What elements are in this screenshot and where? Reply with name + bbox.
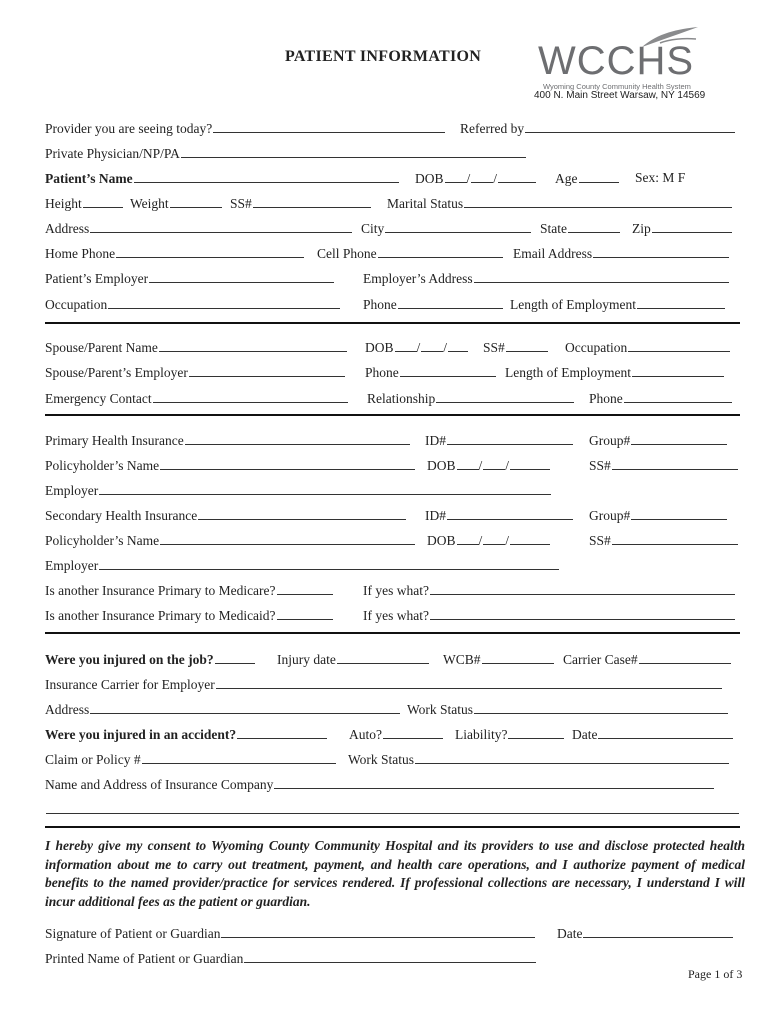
section-divider xyxy=(45,826,740,828)
row-medicaid xyxy=(45,607,740,623)
row-injured-job xyxy=(45,651,740,667)
spouse-occupation-field[interactable] xyxy=(628,339,730,352)
row-employer-2 xyxy=(45,557,740,573)
row-signature xyxy=(45,925,740,941)
spouse-dob-day[interactable] xyxy=(421,339,443,352)
row-occupation xyxy=(45,296,740,312)
phone-field[interactable] xyxy=(398,296,503,309)
slash: / xyxy=(478,533,483,548)
employer-address-label: Employer’s Address xyxy=(363,271,473,286)
accident-field[interactable] xyxy=(237,726,327,739)
phone-label: Phone xyxy=(363,297,397,312)
policyholder2-dob-label: DOB xyxy=(427,533,456,548)
physician-label: Private Physician/NP/PA xyxy=(45,146,180,161)
ins-employer2-field[interactable] xyxy=(99,557,559,570)
weight-field[interactable] xyxy=(170,195,222,208)
age-field[interactable] xyxy=(579,170,619,183)
auto-field[interactable] xyxy=(383,726,443,739)
secondary-group-field[interactable] xyxy=(631,507,727,520)
row-primary-insurance xyxy=(45,432,740,448)
sex-options[interactable]: Sex: M F xyxy=(635,170,686,185)
medicare-what-field[interactable] xyxy=(430,582,735,595)
primary-id-field[interactable] xyxy=(447,432,573,445)
secondary-group-label: Group# xyxy=(589,508,631,523)
carrier-employer-label: Insurance Carrier for Employer xyxy=(45,677,215,692)
policyholder2-ss-label: SS# xyxy=(589,533,611,548)
row-policyholder-2 xyxy=(45,532,740,548)
employer-field[interactable] xyxy=(149,270,334,283)
dob-month-field[interactable] xyxy=(445,170,467,183)
wcb-field[interactable] xyxy=(482,651,554,664)
spouse-name-label: Spouse/Parent Name xyxy=(45,340,158,355)
insurance-company-label: Name and Address of Insurance Company xyxy=(45,777,274,792)
slash: / xyxy=(505,458,510,473)
referred-by-label: Referred by xyxy=(460,121,525,136)
medicaid-what-field[interactable] xyxy=(430,607,735,620)
state-field[interactable] xyxy=(568,220,620,233)
emergency-label: Emergency Contact xyxy=(45,391,152,406)
state-label: State xyxy=(540,221,567,236)
ph-dob-month[interactable] xyxy=(457,457,479,470)
dob-day-field[interactable] xyxy=(471,170,493,183)
emergency-field[interactable] xyxy=(153,390,348,403)
row-spouse xyxy=(45,339,740,355)
logo-text: WCCHS xyxy=(538,39,695,83)
medicare-what-label: If yes what? xyxy=(363,583,429,598)
spouse-ss-field[interactable] xyxy=(506,339,548,352)
marital-label: Marital Status xyxy=(387,196,464,211)
occupation-label: Occupation xyxy=(45,297,108,312)
spouse-dob-year[interactable] xyxy=(448,339,468,352)
ins-employer2-label: Employer xyxy=(45,558,99,573)
ph-dob-year[interactable] xyxy=(510,457,550,470)
injury-date-label: Injury date xyxy=(277,652,336,667)
printed-name-label: Printed Name of Patient or Guardian xyxy=(45,951,244,966)
address-field[interactable] xyxy=(90,220,352,233)
length-employment-label: Length of Employment xyxy=(510,297,636,312)
row-employer-1 xyxy=(45,482,740,498)
city-label: City xyxy=(361,221,385,236)
work-status-label: Work Status xyxy=(407,702,474,717)
claim-label: Claim or Policy # xyxy=(45,752,141,767)
row-carrier-employer xyxy=(45,676,740,692)
row-provider xyxy=(45,120,740,136)
insurance-company-field[interactable] xyxy=(274,776,714,789)
row-printed-name xyxy=(45,950,740,966)
injury-date-field[interactable] xyxy=(337,651,429,664)
policyholder-ss-field[interactable] xyxy=(612,457,738,470)
medicare-label: Is another Insurance Primary to Medicare? xyxy=(45,583,276,598)
row-physician xyxy=(45,145,740,161)
carrier-case-field[interactable] xyxy=(639,651,731,664)
slash: / xyxy=(416,340,421,355)
injury-address-label: Address xyxy=(45,702,90,717)
accident-date-label: Date xyxy=(572,727,598,742)
row-phones xyxy=(45,245,740,261)
emergency-phone-label: Phone xyxy=(589,391,623,406)
printed-name-field[interactable] xyxy=(244,950,536,963)
weight-label: Weight xyxy=(130,196,169,211)
row-secondary-insurance xyxy=(45,507,740,523)
spouse-ss-label: SS# xyxy=(483,340,505,355)
injured-job-field[interactable] xyxy=(215,651,255,664)
ss-field[interactable] xyxy=(253,195,371,208)
row-emergency xyxy=(45,390,740,406)
spouse-dob-label: DOB xyxy=(365,340,394,355)
row-accident xyxy=(45,726,740,742)
policyholder-label: Policyholder’s Name xyxy=(45,458,160,473)
policyholder-dob-label: DOB xyxy=(427,458,456,473)
liability-label: Liability? xyxy=(455,727,508,742)
spouse-employer-label: Spouse/Parent’s Employer xyxy=(45,365,188,380)
signature-label: Signature of Patient or Guardian xyxy=(45,926,221,941)
secondary-id-field[interactable] xyxy=(447,507,573,520)
dob-label: DOB xyxy=(415,171,444,186)
row-patient-name xyxy=(45,170,740,186)
spouse-occupation-label: Occupation xyxy=(565,340,628,355)
liability-field[interactable] xyxy=(508,726,564,739)
policyholder-ss-label: SS# xyxy=(589,458,611,473)
employer-address-field[interactable] xyxy=(474,270,729,283)
provider-label: Provider you are seeing today? xyxy=(45,121,213,136)
row-insurance-company-2 xyxy=(45,801,740,817)
row-policyholder-1 xyxy=(45,457,740,473)
section-divider xyxy=(45,632,740,634)
policyholder-label: Policyholder’s Name xyxy=(45,533,160,548)
wcb-label: WCB# xyxy=(443,652,481,667)
zip-label: Zip xyxy=(632,221,651,236)
medicare-field[interactable] xyxy=(277,582,333,595)
signature-date-field[interactable] xyxy=(583,925,733,938)
logo-subtitle: Wyoming County Community Health System xyxy=(543,82,691,91)
row-employer xyxy=(45,270,740,286)
accident-date-field[interactable] xyxy=(598,726,733,739)
signature-field[interactable] xyxy=(221,925,535,938)
spouse-name-field[interactable] xyxy=(159,339,347,352)
marital-field[interactable] xyxy=(464,195,732,208)
consent-statement: I hereby give my consent to Wyoming County Community Hospital and its providers to use and disclose protected health information about me to carry out treatment, payment, and health care operations, and I authorize payment of medical benefits to the named provider/practice for services rendered. If professional collections are necessary, I understand I will incur additional fees as the patient or guardian. xyxy=(45,838,745,909)
relationship-field[interactable] xyxy=(436,390,574,403)
zip-field[interactable] xyxy=(652,220,732,233)
secondary-insurance-field[interactable] xyxy=(198,507,406,520)
row-injury-address xyxy=(45,701,740,717)
dob-year-field[interactable] xyxy=(498,170,536,183)
secondary-id-label: ID# xyxy=(425,508,446,523)
height-field[interactable] xyxy=(83,195,123,208)
secondary-insurance-label: Secondary Health Insurance xyxy=(45,508,198,523)
primary-group-field[interactable] xyxy=(631,432,727,445)
work-status-field[interactable] xyxy=(474,701,728,714)
ins-employer-label: Employer xyxy=(45,483,99,498)
cell-phone-field[interactable] xyxy=(378,245,503,258)
carrier-case-label: Carrier Case# xyxy=(563,652,638,667)
slash: / xyxy=(443,340,448,355)
primary-id-label: ID# xyxy=(425,433,446,448)
section-divider xyxy=(45,322,740,324)
medicaid-what-label: If yes what? xyxy=(363,608,429,623)
policyholder2-field[interactable] xyxy=(160,532,415,545)
section-divider xyxy=(45,414,740,416)
address-label: Address xyxy=(45,221,90,236)
cell-phone-label: Cell Phone xyxy=(317,246,377,261)
claim-work-status-field[interactable] xyxy=(415,751,729,764)
home-phone-field[interactable] xyxy=(116,245,304,258)
home-phone-label: Home Phone xyxy=(45,246,116,261)
age-label: Age xyxy=(555,171,578,186)
ins-employer-field[interactable] xyxy=(99,482,551,495)
patient-name-label: Patient’s Name xyxy=(45,171,133,186)
policyholder2-ss-field[interactable] xyxy=(612,532,738,545)
emergency-phone-field[interactable] xyxy=(624,390,732,403)
primary-insurance-label: Primary Health Insurance xyxy=(45,433,184,448)
accident-label: Were you injured in an accident? xyxy=(45,727,237,742)
primary-group-label: Group# xyxy=(589,433,631,448)
slash: / xyxy=(493,171,498,186)
carrier-employer-field[interactable] xyxy=(216,676,722,689)
policyholder-field[interactable] xyxy=(160,457,415,470)
slash: / xyxy=(466,171,471,186)
spouse-employer-field[interactable] xyxy=(189,364,345,377)
ss-label: SS# xyxy=(230,196,252,211)
insurance-company-field-2[interactable] xyxy=(46,801,739,814)
referred-by-field[interactable] xyxy=(525,120,735,133)
spouse-length-field[interactable] xyxy=(632,364,724,377)
row-height xyxy=(45,195,740,211)
row-medicare xyxy=(45,582,740,598)
medicaid-label: Is another Insurance Primary to Medicaid? xyxy=(45,608,276,623)
email-field[interactable] xyxy=(593,245,729,258)
wcchs-logo xyxy=(530,25,720,93)
email-label: Email Address xyxy=(513,246,593,261)
injured-job-label: Were you injured on the job? xyxy=(45,652,214,667)
injury-address-field[interactable] xyxy=(90,701,400,714)
row-address xyxy=(45,220,740,236)
slash: / xyxy=(478,458,483,473)
ph2-dob-year[interactable] xyxy=(510,532,550,545)
row-insurance-company xyxy=(45,776,740,792)
physician-field[interactable] xyxy=(181,145,526,158)
ph-dob-day[interactable] xyxy=(483,457,505,470)
facility-address: 400 N. Main Street Warsaw, NY 14569 xyxy=(534,90,706,101)
spouse-phone-label: Phone xyxy=(365,365,399,380)
row-spouse-employer xyxy=(45,364,740,380)
claim-work-status-label: Work Status xyxy=(348,752,415,767)
spouse-phone-field[interactable] xyxy=(400,364,496,377)
spouse-dob-month[interactable] xyxy=(395,339,417,352)
length-employment-field[interactable] xyxy=(637,296,725,309)
height-label: Height xyxy=(45,196,82,211)
ph2-dob-month[interactable] xyxy=(457,532,479,545)
provider-field[interactable] xyxy=(213,120,445,133)
auto-label: Auto? xyxy=(349,727,382,742)
city-field[interactable] xyxy=(385,220,531,233)
patient-name-field[interactable] xyxy=(134,170,399,183)
employer-label: Patient’s Employer xyxy=(45,271,149,286)
primary-insurance-field[interactable] xyxy=(185,432,410,445)
occupation-field[interactable] xyxy=(108,296,340,309)
page-title: PATIENT INFORMATION xyxy=(285,48,482,65)
page-number: Page 1 of 3 xyxy=(688,967,743,981)
claim-field[interactable] xyxy=(142,751,336,764)
relationship-label: Relationship xyxy=(367,391,436,406)
spouse-length-label: Length of Employment xyxy=(505,365,631,380)
signature-date-label: Date xyxy=(557,926,583,941)
row-claim xyxy=(45,751,740,767)
medicaid-field[interactable] xyxy=(277,607,333,620)
ph2-dob-day[interactable] xyxy=(483,532,505,545)
slash: / xyxy=(505,533,510,548)
